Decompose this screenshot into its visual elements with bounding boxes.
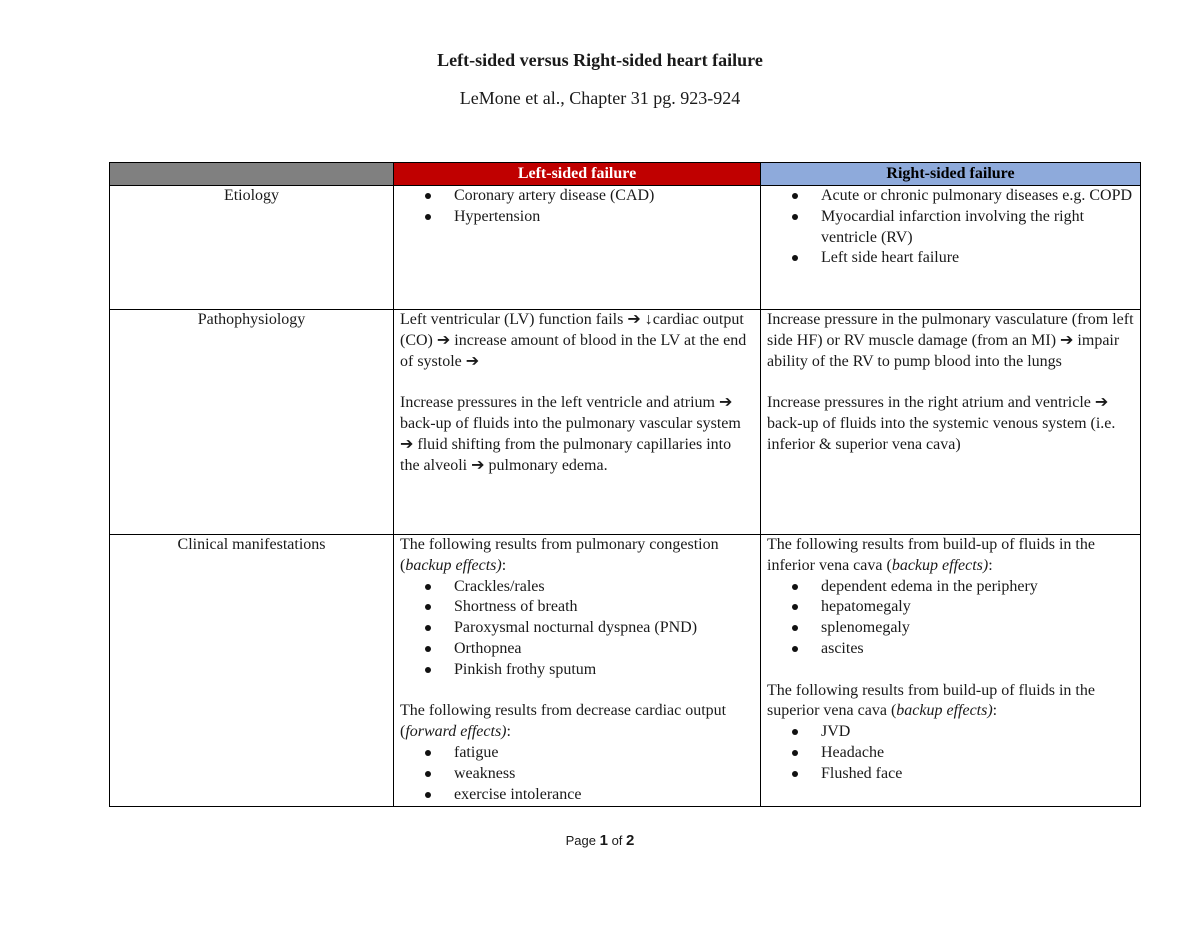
etiology-left-list [400,186,754,228]
header-blank-cell [110,163,394,186]
clinical-left-intro1: The following results from pulmonary congestion (backup effects): [400,536,719,574]
page-footer [0,832,1200,849]
clinical-right-intro1: The following results from build-up of fluids in the inferior vena cava (backup effects): [767,536,1095,574]
cell-pathophysiology-left [394,310,761,535]
row-label-clinical: Clinical manifestations [110,535,394,807]
list-item: dependent edema in the periphery [821,577,1134,598]
list-item: ascites [821,639,1134,660]
comparison-table [109,162,1141,807]
list-item: Headache [821,743,1134,764]
list-item: Shortness of breath [454,597,754,618]
row-label-etiology: Etiology [110,186,394,310]
list-item: Paroxysmal nocturnal dyspnea (PND) [454,618,754,639]
footer-page-word: Page [565,833,596,848]
header-row [110,163,1141,186]
list-item: Coronary artery disease (CAD) [454,186,754,207]
document-title: Left-sided versus Right-sided heart failure [437,50,763,70]
list-item: Left side heart failure [821,248,1134,269]
footer-total-pages: 2 [626,832,635,849]
document-subtitle: LeMone et al., Chapter 31 pg. 923-924 [459,88,741,108]
list-item: Flushed face [821,764,1134,785]
list-item: Acute or chronic pulmonary diseases e.g. COPD [821,186,1134,207]
list-item: weakness [454,764,754,785]
list-item: hepatomegaly [821,597,1134,618]
clinical-left-list1 [400,577,754,681]
row-etiology [110,186,1141,310]
cell-clinical-right [761,535,1141,807]
list-item: Myocardial infarction involving the right ventricle (RV) [821,207,1134,249]
header-right-sided: Right-sided failure [761,163,1141,186]
row-pathophysiology [110,310,1141,535]
clinical-right-list2 [767,722,1134,784]
row-clinical-manifestations [110,535,1141,807]
clinical-left-intro2: The following results from decrease cardiac output (forward effects): [400,702,727,741]
pathophysiology-left-p1: Left ventricular (LV) function fails ➔ ↓cardiac output (CO) ➔ increase amount of blood in the LV at the end of systole ➔ [400,311,747,370]
list-item: Orthopnea [454,639,754,660]
list-item: Crackles/rales [454,577,754,598]
footer-of-word: of [611,833,623,848]
list-item: Pinkish frothy sputum [454,660,754,681]
cell-clinical-left [394,535,761,807]
pathophysiology-right-p2: Increase pressures in the right atrium and ventricle ➔ back-up of fluids into the systemic venous system (i.e. inferior & superior vena cava) [767,394,1116,453]
pathophysiology-left-p2: Increase pressures in the left ventricle and atrium ➔ back-up of fluids into the pulmonary vascular system ➔ fluid shifting from the pulmonary capillaries into the alveoli ➔ pulmonary edema. [400,394,741,474]
clinical-right-list1 [767,577,1134,660]
list-item: JVD [821,722,1134,743]
clinical-left-list2 [400,743,754,805]
row-label-pathophysiology: Pathophysiology [110,310,394,535]
list-item: fatigue [454,743,754,764]
cell-pathophysiology-right [761,310,1141,535]
cell-etiology-left [394,186,761,310]
list-item: splenomegaly [821,618,1134,639]
header-left-sided: Left-sided failure [394,163,761,186]
etiology-right-list [767,186,1134,269]
clinical-right-intro2: The following results from build-up of fluids in the superior vena cava (backup effects): [767,681,1095,720]
cell-etiology-right [761,186,1141,310]
list-item: exercise intolerance [454,785,754,806]
list-item: Hypertension [454,207,754,228]
pathophysiology-right-p1: Increase pressure in the pulmonary vasculature (from left side HF) or RV muscle damage (from an MI) ➔ impair ability of the RV to pump blood into the lungs [767,311,1134,370]
footer-current-page: 1 [599,832,608,849]
